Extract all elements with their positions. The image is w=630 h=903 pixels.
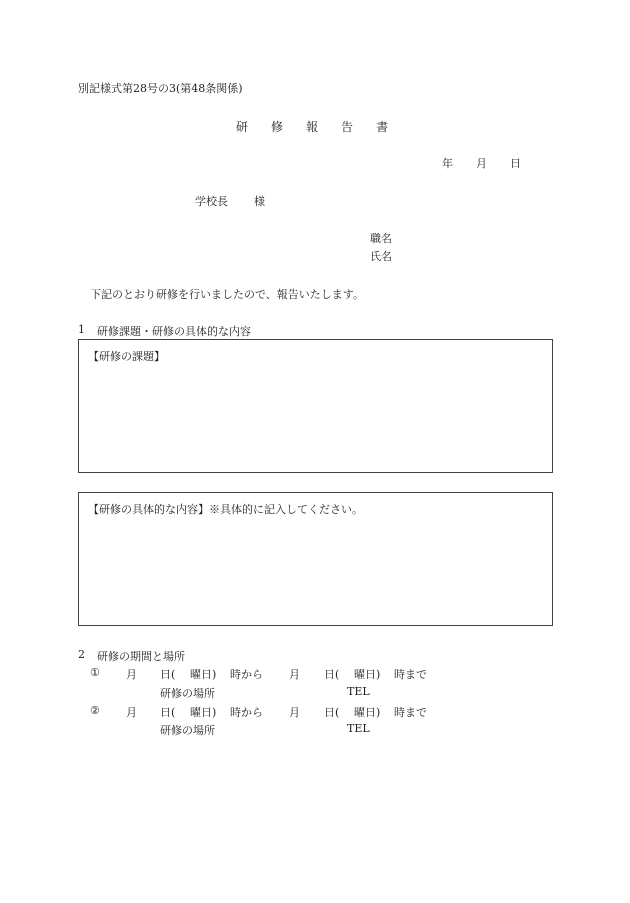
date-line [442,155,521,171]
form-id: 別記様式第28号の3(第48条関係) [78,82,243,95]
addressee-honorific: 様 [254,195,265,208]
row-marker: ② [90,704,100,717]
end-time: 時まで [394,668,427,681]
intro-text: 下記のとおり研修を行いましたので、報告いたします。 [90,288,364,301]
section1-number: 1 [78,323,85,336]
end-day: 日( [324,668,340,681]
end-day: 日( [324,706,340,719]
end-weekday: 曜日) [354,668,381,681]
signature-name: 氏名 [370,250,392,263]
end-weekday: 曜日) [354,706,381,719]
start-weekday: 曜日) [190,706,217,719]
training-content-box[interactable] [78,492,553,626]
end-time: 時まで [394,706,427,719]
training-topic-box[interactable] [78,339,553,473]
section1-heading: 研修課題・研修の具体的な内容 [97,325,251,338]
section2-number: 2 [78,648,85,661]
training-content-label: 【研修の具体的な内容】※具体的に記入してください。 [88,503,363,516]
start-day: 日( [160,668,176,681]
tel-label: TEL [347,722,370,735]
row-marker: ① [90,666,100,679]
section2-heading: 研修の期間と場所 [97,650,185,663]
place-label: 研修の場所 [160,724,215,737]
start-time: 時から [230,706,263,719]
date-month: 月 [476,157,487,170]
title-char: 告 [341,120,354,134]
training-topic-label: 【研修の課題】 [88,350,165,363]
signature-position: 職名 [370,232,392,245]
title-char: 修 [271,120,284,134]
end-month: 月 [289,706,300,719]
addressee-name: 学校長 [195,195,228,208]
title-char: 書 [376,120,389,134]
document-title [236,118,388,135]
place-label: 研修の場所 [160,687,215,700]
date-year: 年 [442,157,453,170]
title-char: 研 [236,120,249,134]
start-month: 月 [126,706,137,719]
start-weekday: 曜日) [190,668,217,681]
start-day: 日( [160,706,176,719]
end-month: 月 [289,668,300,681]
tel-label: TEL [347,685,370,698]
date-day: 日 [510,157,521,170]
start-month: 月 [126,668,137,681]
title-char: 報 [306,120,319,134]
start-time: 時から [230,668,263,681]
